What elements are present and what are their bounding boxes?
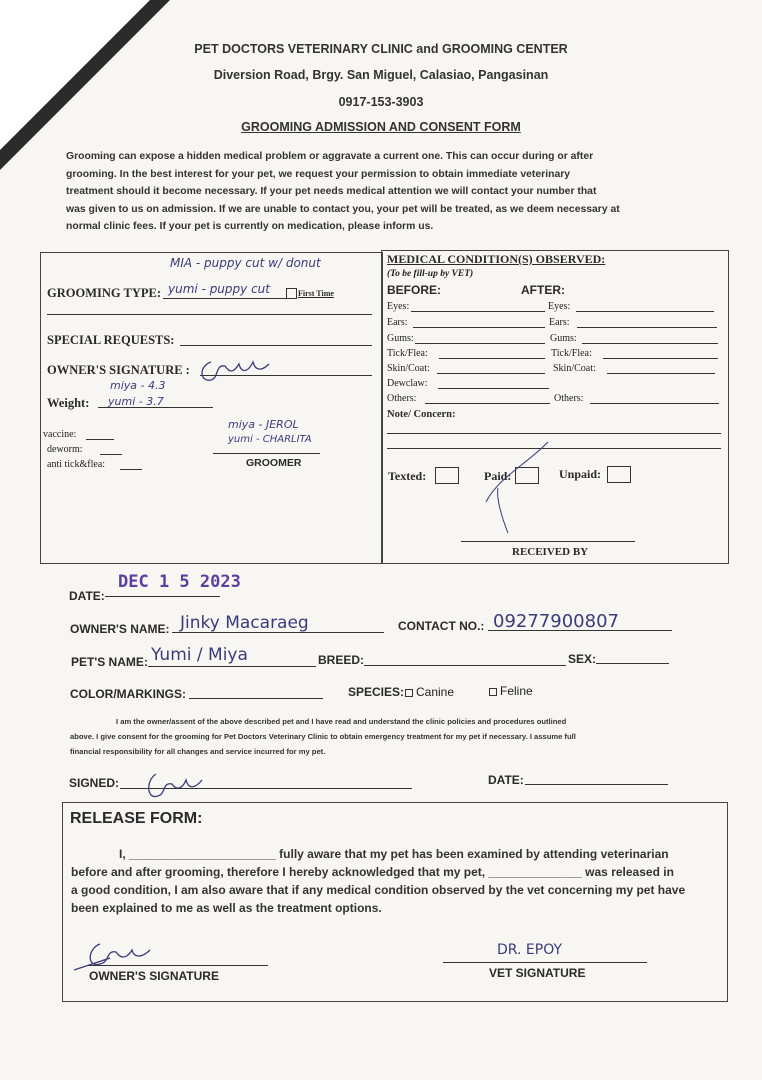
before-eyes-line [411, 311, 545, 312]
vaccine-label: vaccine: [43, 429, 77, 440]
paid-label: Paid: [484, 469, 512, 483]
owner-signature-scribble [195, 352, 275, 388]
vet-signature-handwriting: DR. EPOY [497, 942, 563, 958]
after-eyes-line [576, 311, 714, 312]
grooming-type-handwriting-2: yumi - puppy cut [168, 282, 270, 296]
antitick-label: anti tick&flea: [47, 459, 106, 470]
canine-checkbox[interactable] [405, 689, 413, 697]
canine-label: Canine [416, 685, 455, 699]
release-form-title: RELEASE FORM: [70, 810, 203, 827]
date-stamp: DEC 1 5 2023 [118, 572, 241, 592]
owner-signature-label: OWNER'S SIGNATURE : [47, 363, 190, 377]
special-requests-line [180, 345, 372, 346]
before-dewclaw-line [438, 388, 549, 389]
release-owner-signature-label: OWNER'S SIGNATURE [89, 969, 219, 983]
before-gums-line [415, 343, 545, 344]
weight-handwriting-1: miya - 4.3 [110, 379, 166, 392]
before-item: Tick/Flea: [387, 348, 428, 359]
intro-line: normal clinic fees. If your pet is currently on medication, please inform us. [66, 221, 434, 232]
consent-line: financial responsibility for all changes and service incurred for my pet. [70, 747, 326, 756]
date-line [105, 596, 220, 597]
breed-label: BREED: [318, 653, 365, 667]
unpaid-checkbox[interactable] [607, 466, 631, 483]
consent-paragraph [70, 714, 690, 759]
before-skincoat-line [437, 373, 545, 374]
intro-line: was given to us on admission. If we are unable to contact you, your pet will be treated, as we deem necessary at [66, 203, 620, 215]
before-item: Others: [387, 393, 417, 404]
consent-line: I am the owner/assent of the above described pet and I have read and understand the clinic policies and procedures outlined [116, 717, 567, 726]
after-item: Others: [554, 393, 584, 404]
owner-signature-line [200, 375, 372, 376]
before-ears-line [413, 327, 545, 328]
vet-signature-line [443, 962, 647, 963]
feline-checkbox[interactable] [489, 688, 497, 696]
clinic-name: PET DOCTORS VETERINARY CLINIC and GROOMING CENTER [194, 42, 568, 56]
pet-name-label: PET'S NAME: [71, 655, 148, 669]
deworm-line [100, 454, 122, 455]
clinic-address: Diversion Road, Brgy. San Miguel, Calasiao, Pangasinan [213, 68, 549, 82]
vaccine-line [86, 439, 114, 440]
groomer-line [213, 453, 320, 454]
owner-name-label: OWNER'S NAME: [70, 622, 170, 636]
texted-label: Texted: [388, 469, 427, 483]
weight-line [98, 407, 213, 408]
vet-fillup-note: (To be fill-up by VET) [387, 269, 474, 279]
after-item: Ears: [549, 317, 570, 328]
color-markings-label: COLOR/MARKINGS: [70, 687, 186, 701]
signed-date-line [525, 784, 668, 785]
after-others-line [590, 403, 719, 404]
release-line: been explained to me as well as the treatment options. [71, 901, 382, 915]
intro-line: grooming. In the best interest for your pet, we request your permission to obtain immediate veterinary [66, 168, 571, 180]
pet-name-value: Yumi / Miya [151, 645, 248, 665]
before-tickflea-line [439, 358, 545, 359]
owner-name-value: Jinky Macaraeg [180, 613, 309, 633]
contact-value: 09277900807 [493, 611, 619, 632]
groomer-label: GROOMER [246, 457, 302, 469]
before-others-line [425, 403, 550, 404]
release-line: before and after grooming, therefore I hereby acknowledged that my pet, ______________ was released in [71, 865, 674, 879]
vet-signature-label: VET SIGNATURE [489, 966, 586, 980]
sex-line [596, 663, 669, 664]
after-skincoat-line [607, 373, 715, 374]
first-time-label: First Time [298, 289, 334, 298]
antitick-line [120, 469, 142, 470]
before-item: Skin/Coat: [387, 363, 430, 374]
clinic-phone: 0917-153-3903 [338, 95, 424, 109]
first-time-checkbox[interactable] [286, 288, 297, 299]
groomer-handwriting-1: miya - JEROL [228, 418, 299, 431]
received-by-line [461, 541, 635, 542]
release-paragraph [71, 845, 731, 917]
consent-line: above. I give consent for the grooming for Pet Doctors Veterinary Clinic to obtain emergency treatment for my pet if necessary. I assume full [70, 732, 576, 741]
after-item: Skin/Coat: [553, 363, 596, 374]
after-tickflea-line [603, 358, 718, 359]
note-line-1 [387, 433, 721, 434]
grooming-type-extra-line [47, 314, 372, 315]
signed-signature-scribble [144, 766, 214, 806]
contact-label: CONTACT NO.: [398, 619, 485, 633]
before-item: Ears: [387, 317, 408, 328]
grooming-type-label: GROOMING TYPE: [47, 286, 162, 300]
feline-label: Feline [500, 684, 533, 698]
grooming-type-line [163, 298, 286, 299]
before-item: Eyes: [387, 301, 410, 312]
color-markings-line [189, 698, 323, 699]
special-requests-label: SPECIAL REQUESTS: [47, 333, 175, 347]
deworm-label: deworm: [47, 444, 83, 455]
weight-handwriting-2: yumi - 3.7 [108, 395, 164, 408]
release-line: I, ______________________ fully aware that my pet has been examined by attending veterinarian [119, 847, 669, 861]
species-label: SPECIES: [348, 685, 405, 699]
intro-line: treatment should it become necessary. If your pet needs medical attention we will contact your number that [66, 186, 597, 197]
before-label: BEFORE: [387, 283, 441, 297]
intro-paragraph [66, 148, 686, 236]
form-title: GROOMING ADMISSION AND CONSENT FORM [241, 120, 521, 134]
received-by-label: RECEIVED BY [512, 546, 589, 558]
date-label: DATE: [69, 589, 105, 603]
note-concern-label: Note/ Concern: [387, 409, 456, 420]
after-ears-line [577, 327, 717, 328]
before-item: Gums: [387, 333, 414, 344]
weight-label: Weight: [47, 396, 90, 410]
after-gums-line [582, 343, 718, 344]
signed-date-label: DATE: [488, 773, 524, 787]
intro-line: Grooming can expose a hidden medical problem or aggravate a current one. This can occur during or after [66, 151, 594, 162]
pet-name-line [148, 666, 316, 667]
release-line: a good condition, I am also aware that if any medical condition observed by the vet concerning my pet have [71, 883, 686, 897]
after-item: Eyes: [548, 301, 571, 312]
release-owner-signature-line [88, 965, 268, 966]
after-item: Tick/Flea: [551, 348, 592, 359]
contact-line [488, 630, 672, 631]
sex-label: SEX: [568, 652, 597, 666]
texted-checkbox[interactable] [435, 467, 459, 484]
grooming-type-handwriting-1: MIA - puppy cut w/ donut [170, 256, 321, 270]
pen-scribble [478, 438, 558, 538]
medical-condition-title: MEDICAL CONDITION(S) OBSERVED: [387, 252, 606, 266]
before-item: Dewclaw: [387, 378, 428, 389]
signed-line [120, 788, 412, 789]
signed-label: SIGNED: [69, 776, 120, 790]
unpaid-label: Unpaid: [559, 467, 602, 481]
after-item: Gums: [550, 333, 577, 344]
after-label: AFTER: [521, 283, 565, 297]
breed-line [364, 665, 566, 666]
groomer-handwriting-2: yumi - CHARLITA [228, 434, 312, 445]
owner-name-line [172, 632, 384, 633]
